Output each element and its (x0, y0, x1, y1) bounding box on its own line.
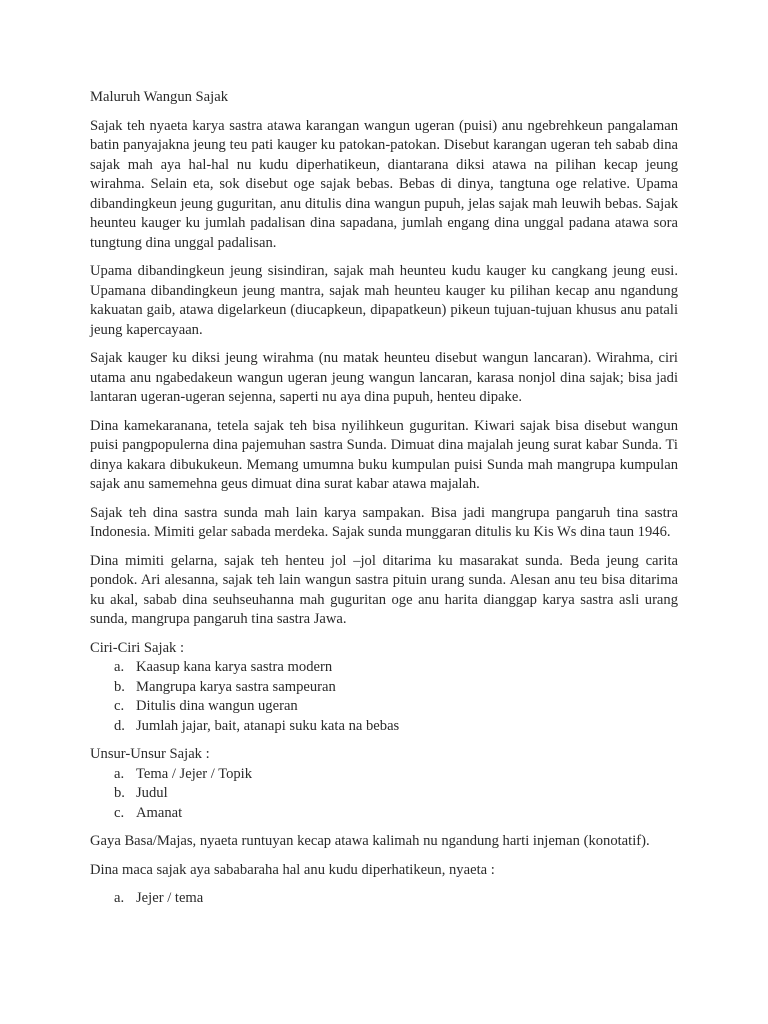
list-item (90, 717, 678, 737)
paragraph-sisindiran: Upama dibandingkeun jeung sisindiran, sajak mah heunteu kudu kauger ku cangkang jeung eusi. Upamana dibandingkeun jeung mantra, sajak mah heunteu kauger ku pilihan kecap anu ngandung kakuatan gaib, atawa digelarkeun (diucapkeun, dipapatkeun) pikeun tujuan-tujuan khusus anu patali jeung kapercayaan. (90, 263, 678, 338)
list-marker: b. (114, 678, 125, 695)
dina-maca-list (90, 889, 678, 909)
document-page (90, 88, 678, 918)
list-marker: a. (114, 765, 125, 782)
paragraph-mimiti-gelarna: Dina mimiti gelarna, sajak teh henteu jol –jol ditarima ku masarakat sunda. Beda jeung carita pondok. Ari alesanna, sajak teh lain wangun sastra pituin urang sunda. Alesan anu teu bisa ditarima ku akal, sabab dina seuhseuhanna mah guguritan oge anu harita dianggap karya sastra asli urang sunda, mangrupa pangaruh tina sastra Jawa. (90, 552, 678, 627)
paragraph-dina-maca: Dina maca sajak aya sababaraha hal anu kudu diperhatikeun, nyaeta : (90, 861, 495, 878)
list-marker: a. (114, 659, 125, 675)
ciri-list (90, 658, 678, 736)
list-item-text: Mangrupa karya sastra sampeuran (136, 678, 336, 695)
paragraph-sastra-sunda: Sajak teh dina sastra sunda mah lain karya sampakan. Bisa jadi mangrupa pangaruh tina sastra Indonesia. Mimiti gelar sabada merdeka. Sajak sunda munggaran ditulis ku Kis Ws dina taun 1946. (90, 504, 678, 540)
list-item-text: Jumlah jajar, bait, atanapi suku kata na bebas (136, 717, 400, 734)
list-item-text: Jejer / tema (136, 890, 204, 906)
unsur-heading: Unsur-Unsur Sajak : (90, 746, 210, 762)
list-item (90, 678, 678, 698)
list-item-text: Amanat (136, 804, 183, 821)
ciri-heading: Ciri-Ciri Sajak : (90, 639, 185, 656)
paragraph-kamekaranana: Dina kamekaranana, tetela sajak teh bisa nyilihkeun guguritan. Kiwari sajak bisa disebut wangun puisi pangpopulerna dina pajemuhan sastra Sunda. Dimuat dina majalah jeung surat kabar Sunda. Ti dinya kakara dibukukeun. Memang umumna buku kumpulan puisi Sunda mah mangrupa kumpulan sajak anu samemehna geus dimuat dina surat kabar atawa majalah. (90, 417, 678, 492)
list-item (90, 765, 678, 785)
list-marker: b. (114, 785, 125, 801)
paragraph-wirahma: Sajak kauger ku diksi jeung wirahma (nu matak heunteu disebut wangun lancaran). Wirahma, ciri utama anu ngabedakeun wangun ugeran jeung wangun lancaran, karasa nonjol dina sajak; bisa jadi lantaran ugeran-ugeran sejenna, saperti nu aya dina pupuh, henteu dipake. (90, 350, 678, 405)
list-marker: c. (114, 698, 125, 714)
list-marker: d. (114, 717, 125, 734)
list-item (90, 658, 678, 678)
unsur-list (90, 765, 678, 824)
list-item (90, 889, 678, 909)
document-title: Maluruh Wangun Sajak (90, 89, 228, 105)
list-item (90, 804, 678, 824)
list-item-text: Judul (136, 785, 168, 801)
list-item-text: Tema / Jejer / Topik (136, 765, 253, 782)
paragraph-intro: Sajak teh nyaeta karya sastra atawa karangan wangun ugeran (puisi) anu ngebrehkeun pangalaman batin panyajakna jeung teu pati kauger ku patokan-patokan. Disebut karangan ugeran teh sabab dina sajak mah aya hal-hal nu kudu diperhatikeun, diantarana diksi atawa na pilihan kecap jeung wirahma. Selain eta, sok disebut oge sajak bebas. Bebas di dinya, tangtuna oge relative. Upama dibandingkeun jeung guguritan, anu ditulis dina wangun pupuh, jelas sajak mah leuwih bebas. Sajak heunteu kauger ku jumlah padalisan dina sapadana, jumlah engang dina unggal padana atawa sora tungtung dina unggal padalisan. (90, 117, 678, 251)
list-item (90, 784, 678, 804)
list-item (90, 697, 678, 717)
list-marker: c. (114, 804, 125, 821)
list-marker: a. (114, 890, 125, 906)
list-item-text: Ditulis dina wangun ugeran (136, 698, 298, 714)
list-item-text: Kaasup kana karya sastra modern (136, 659, 333, 675)
paragraph-gaya-basa: Gaya Basa/Majas, nyaeta runtuyan kecap atawa kalimah nu ngandung harti injeman (konotatif). (90, 833, 650, 849)
